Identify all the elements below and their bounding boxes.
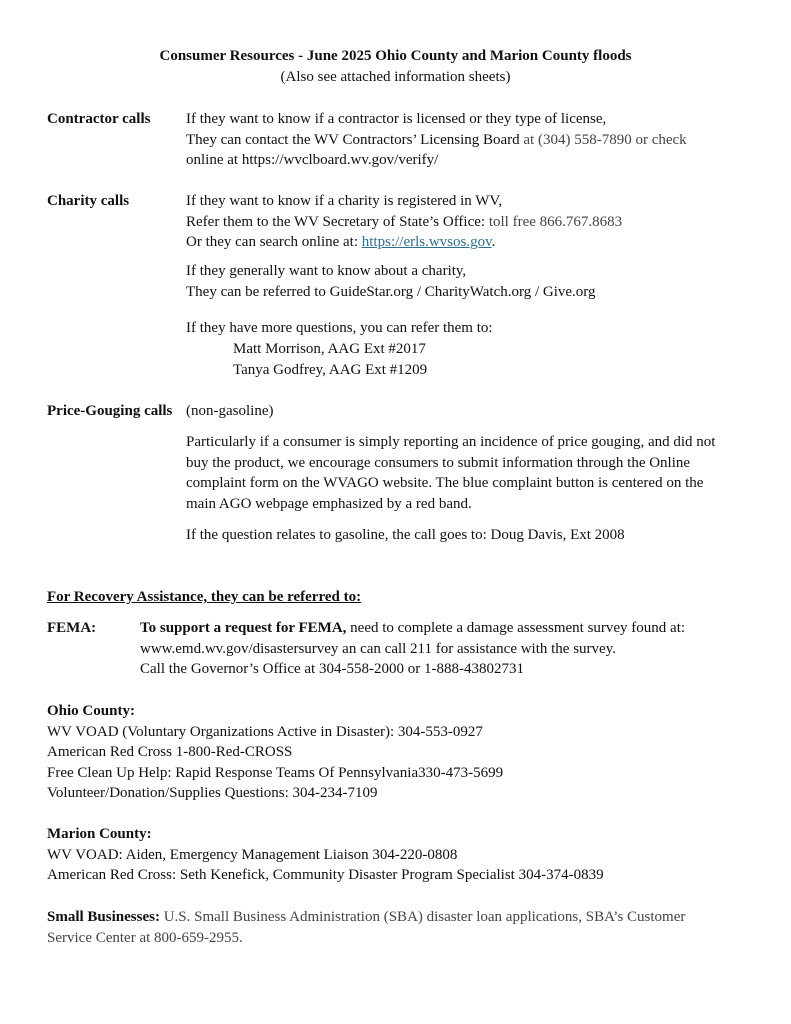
contractor-text: [186, 109, 687, 171]
fema-text: [140, 618, 685, 680]
charity-line-3b: .: [491, 234, 496, 250]
wvsos-link[interactable]: https://erls.wvsos.gov: [361, 234, 492, 250]
charity-more: If they have more questions, you can refer them to:: [186, 320, 493, 336]
ohio-section: [47, 701, 503, 804]
charity-line-2a: Refer them to the WV Secretary of State’s Office:: [186, 213, 489, 230]
marion-heading: Marion County:: [47, 826, 152, 842]
fema-line-1-bold: To support a request for FEMA,: [140, 620, 347, 636]
ohio-line-4: Volunteer/Donation/Supplies Questions: 304-234-7109: [47, 785, 378, 801]
charity-phone: toll free 866.767.8683: [488, 213, 623, 230]
recovery-heading: For Recovery Assistance, they can be referred to:: [47, 589, 362, 605]
small-business-section: [47, 907, 685, 948]
marion-line-1: WV VOAD: Aiden, Emergency Management Liaison 304-220-0808: [47, 846, 458, 863]
small-business-text: U.S. Small Business Administration (SBA) disaster loan applications, SBA’s Customer: [159, 909, 686, 925]
gouging-paragraph: [186, 432, 715, 514]
charity-general: [186, 261, 596, 302]
fema-line-2: www.emd.wv.gov/disastersurvey an can call 211 for assistance with the survey.: [140, 640, 616, 657]
fema-line-1: [140, 618, 685, 639]
gouging-label: Price-Gouging calls: [47, 403, 173, 419]
contractor-phone: at (304) 558-7890 or check: [523, 131, 687, 148]
page-title: Consumer Resources - June 2025 Ohio County and Marion County floods: [159, 48, 632, 64]
fema-label: FEMA:: [47, 620, 97, 636]
small-business-label: Small Businesses:: [47, 909, 160, 925]
ohio-line-3: Free Clean Up Help: Rapid Response Teams Of Pennsylvania330-473-5699: [47, 764, 504, 781]
marion-section: [47, 824, 604, 886]
fema-line-1-rest: need to complete a damage assessment survey found at:: [346, 620, 686, 636]
marion-line-2: American Red Cross: Seth Kenefick, Community Disaster Program Specialist 304-374-0839: [47, 867, 604, 883]
charity-line-1: If they want to know if a charity is registered in WV,: [186, 193, 503, 209]
small-business-line-1: [47, 907, 685, 928]
gouging-p1-line-2: buy the product, we encourage consumers to submit information through the Online: [186, 454, 691, 471]
small-business-line-2: Service Center at 800-659-2955.: [47, 929, 243, 946]
contractor-line-3: online at https://wvclboard.wv.gov/verify/: [186, 152, 439, 168]
charity-text: [186, 191, 622, 253]
charity-general-2: They can be referred to GuideStar.org / CharityWatch.org / Give.org: [186, 283, 596, 300]
gouging-p1-line-1: Particularly if a consumer is simply reporting an incidence of price gouging, and did not: [186, 434, 716, 450]
gouging-p1-line-4: main AGO webpage emphasized by a red band.: [186, 495, 472, 512]
ohio-line-2: American Red Cross 1-800-Red-CROSS: [47, 744, 293, 760]
contractor-label: Contractor calls: [47, 111, 151, 127]
charity-label: Charity calls: [47, 193, 130, 209]
ohio-line-1: WV VOAD (Voluntary Organizations Active in Disaster): 304-553-0927: [47, 723, 483, 740]
gouging-p1-line-3: complaint form on the WVAGO website. The blue complaint button is centered on the: [186, 475, 704, 491]
gouging-note: (non-gasoline): [186, 403, 274, 419]
charity-contact-1: Matt Morrison, AAG Ext #2017: [233, 341, 426, 357]
charity-contact-2: Tanya Godfrey, AAG Ext #1209: [233, 361, 428, 378]
charity-line-3a: Or they can search online at:: [186, 234, 362, 250]
charity-line-2: [186, 212, 622, 233]
contractor-line-2a: They can contact the WV Contractors’ Licensing Board: [186, 131, 524, 148]
charity-contacts: [233, 339, 427, 380]
fema-line-3: Call the Governor’s Office at 304-558-2000 or 1-888-43802731: [140, 661, 524, 677]
charity-line-3: [186, 232, 622, 253]
gouging-gasoline: If the question relates to gasoline, the call goes to: Doug Davis, Ext 2008: [186, 527, 625, 543]
contractor-line-1: If they want to know if a contractor is licensed or they type of license,: [186, 111, 607, 127]
contractor-line-2: [186, 130, 687, 151]
charity-general-1: If they generally want to know about a charity,: [186, 263, 467, 279]
ohio-heading: Ohio County:: [47, 703, 135, 719]
page-subtitle: (Also see attached information sheets): [280, 69, 511, 85]
